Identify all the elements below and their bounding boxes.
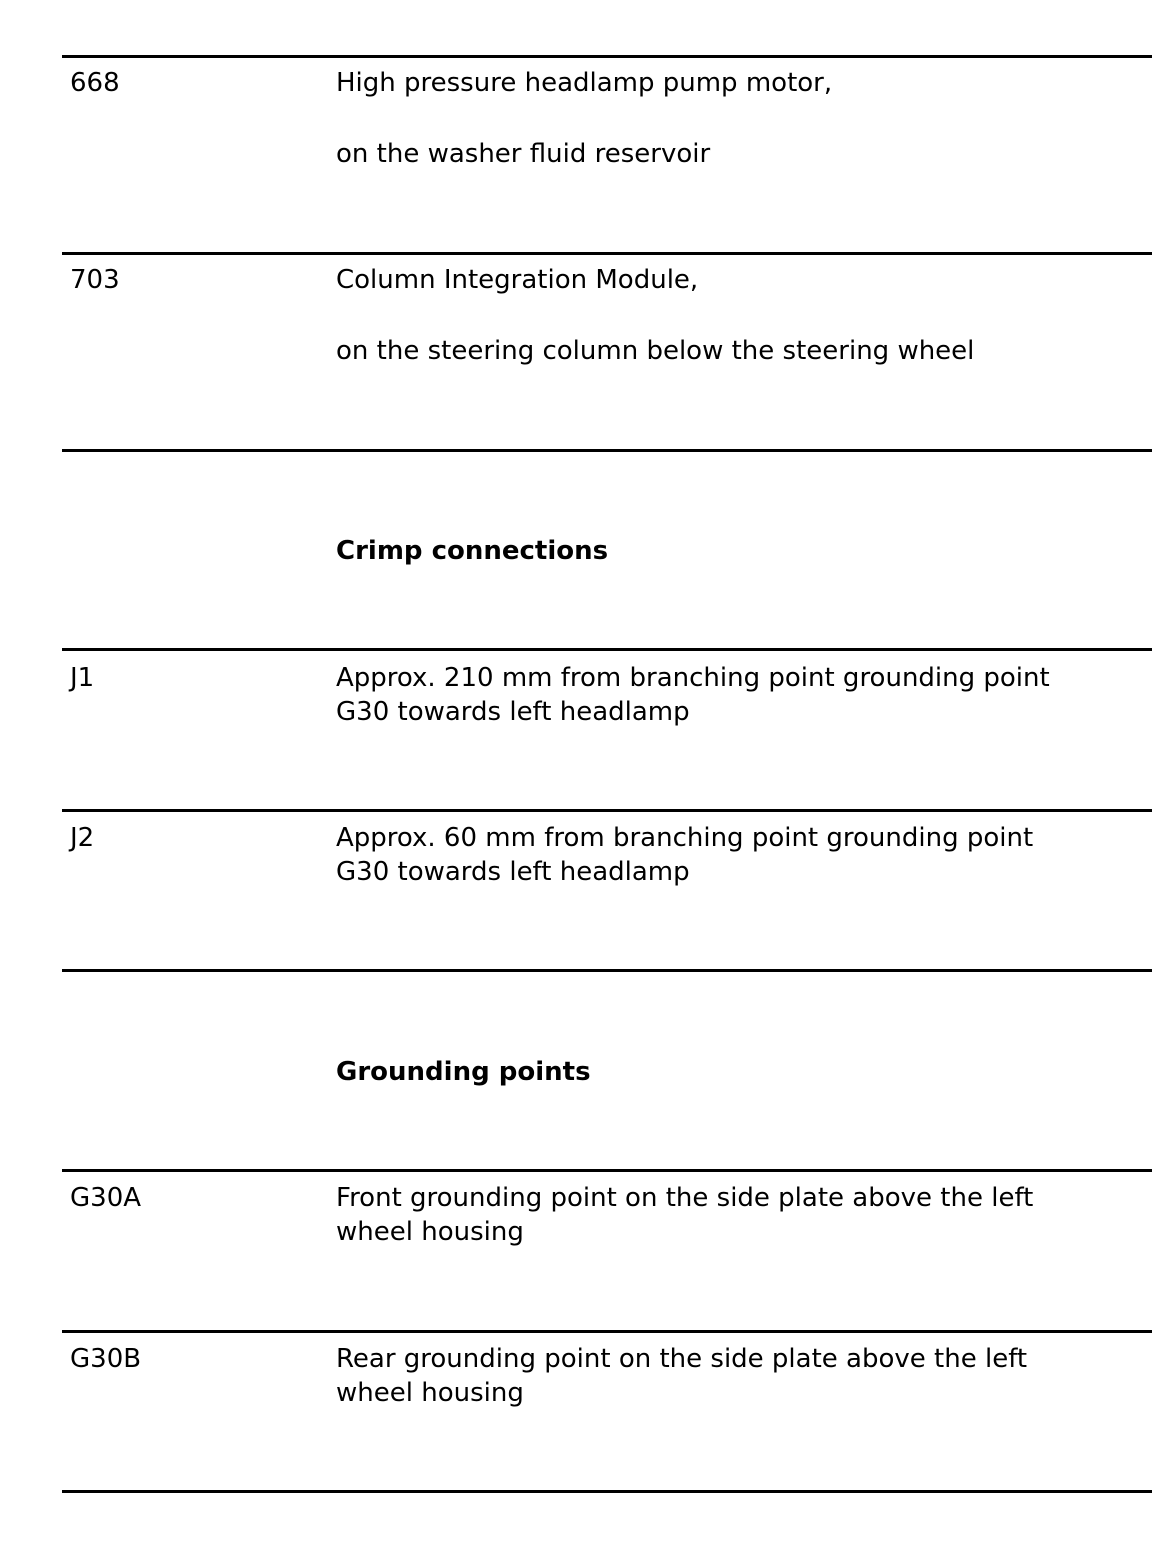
- table-rule: [62, 449, 1152, 452]
- description-line: wheel housing: [336, 1217, 524, 1247]
- description-line: High pressure headlamp pump motor,: [336, 68, 833, 98]
- table-rule: [62, 969, 1152, 972]
- description-line: G30 towards left headlamp: [336, 857, 690, 887]
- table-rule: [62, 1330, 1152, 1333]
- section-heading: Crimp connections: [336, 536, 609, 566]
- description-line: Approx. 60 mm from branching point grounding point: [336, 823, 1034, 853]
- component-description: [336, 1181, 1033, 1249]
- component-description: [336, 66, 832, 100]
- description-line: G30 towards left headlamp: [336, 697, 690, 727]
- component-location: [336, 137, 710, 171]
- component-description: [336, 1342, 1027, 1410]
- component-description: [336, 263, 698, 297]
- description-line: Front grounding point on the side plate above the left: [336, 1183, 1034, 1213]
- component-location: [336, 334, 974, 368]
- table-rule: [62, 252, 1152, 255]
- component-code: J2: [70, 823, 95, 853]
- table-rule: [62, 1169, 1152, 1172]
- description-line: Column Integration Module,: [336, 265, 699, 295]
- description-line: wheel housing: [336, 1378, 524, 1408]
- component-code: G30A: [70, 1183, 142, 1213]
- component-code: J1: [70, 663, 95, 693]
- table-rule: [62, 648, 1152, 651]
- component-code: 703: [70, 265, 120, 295]
- table-rule: [62, 809, 1152, 812]
- component-description: [336, 661, 1050, 729]
- description-line: Approx. 210 mm from branching point grounding point: [336, 663, 1050, 693]
- component-description: [336, 821, 1033, 889]
- table-rule: [62, 55, 1152, 58]
- description-line: on the steering column below the steering wheel: [336, 336, 975, 366]
- table-rule: [62, 1490, 1152, 1493]
- component-code: 668: [70, 68, 120, 98]
- component-code: G30B: [70, 1344, 142, 1374]
- description-line: on the washer fluid reservoir: [336, 139, 711, 169]
- section-heading: Grounding points: [336, 1057, 591, 1087]
- description-line: Rear grounding point on the side plate above the left: [336, 1344, 1028, 1374]
